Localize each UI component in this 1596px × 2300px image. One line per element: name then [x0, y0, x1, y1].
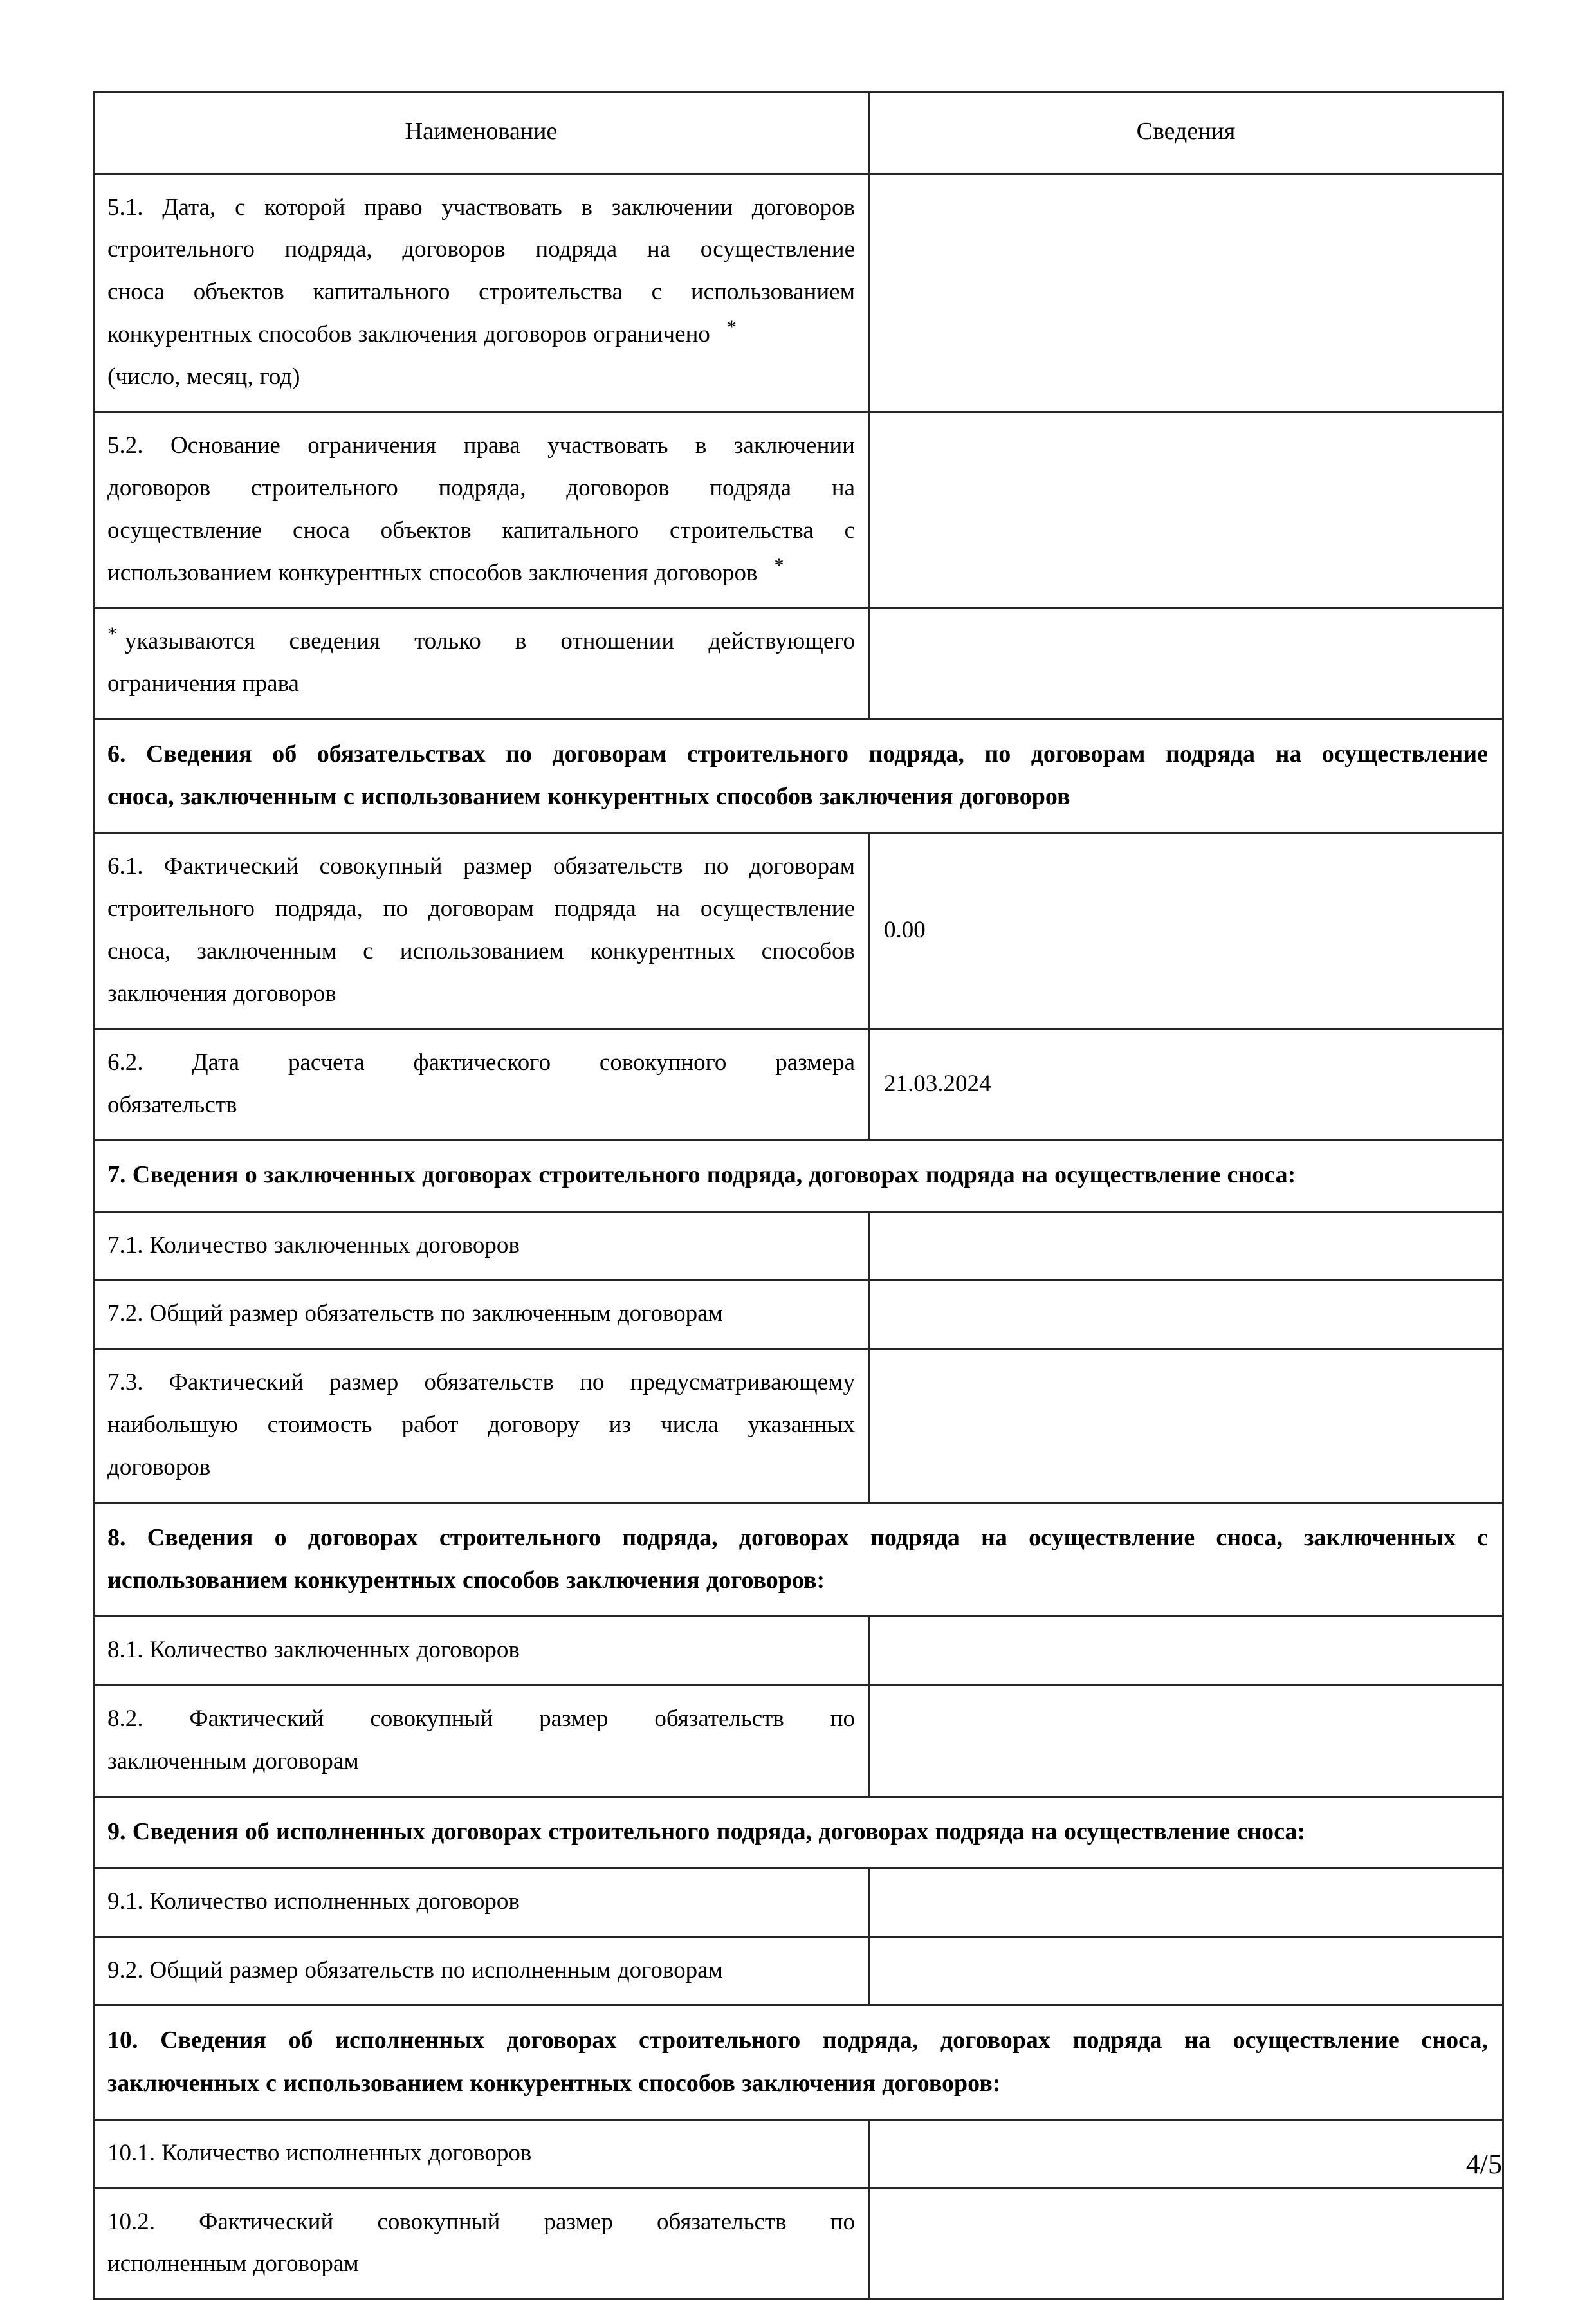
section-title	[94, 1502, 1503, 1616]
item-name-line: осуществление сноса объектов капитального строительства с	[107, 517, 855, 544]
item-name-line: * указываются сведения только в отношении действующего	[107, 623, 855, 655]
item-name-line: 7.3. Фактический размер обязательств по предусматривающему	[107, 1369, 855, 1396]
section-title-line: 7. Сведения о заключенных договорах строительного подряда, договорах подряда на осуществление сноса:	[107, 1161, 1296, 1189]
page-number: 4/5	[1465, 2148, 1502, 2180]
item-name-line: 8.1. Количество заключенных договоров	[107, 1637, 520, 1664]
section-header-row	[94, 1140, 1503, 1211]
item-value-cell[interactable]	[869, 1211, 1503, 1280]
item-value-cell[interactable]	[869, 1868, 1503, 1937]
item-name-line: 5.2. Основание ограничения права участвовать в заключении	[107, 432, 855, 459]
item-name-line: конкурентных способов заключения договоров ограничено *	[107, 316, 737, 348]
item-name-line: 7.2. Общий размер обязательств по заключенным договорам	[107, 1300, 723, 1327]
item-name-cell	[94, 833, 869, 1029]
item-name-cell	[94, 1685, 869, 1796]
section-title	[94, 1796, 1503, 1868]
item-name-line: наибольшую стоимость работ договору из числа указанных	[107, 1412, 855, 1439]
footnote-cell	[94, 608, 869, 719]
section-title-line: 6. Сведения об обязательствах по договорам строительного подряда, по договорам подряда на осуществление	[107, 741, 1488, 768]
table-header-row	[94, 93, 1503, 174]
item-name-line: 6.2. Дата расчета фактического совокупного размера	[107, 1049, 855, 1076]
item-value-cell[interactable]	[869, 1937, 1503, 2005]
item-name-cell	[94, 1211, 869, 1280]
item-name-line: договоров строительного подряда, договоров подряда на	[107, 474, 855, 501]
item-name-line: строительного подряда, по договорам подряда на осуществление	[107, 896, 855, 923]
item-value-cell[interactable]	[869, 1617, 1503, 1686]
section-title-line: 10. Сведения об исполненных договорах строительного подряда, договорах подряда на осуществление сноса,	[107, 2027, 1488, 2054]
table-row	[94, 1868, 1503, 1937]
item-name-line: заключенным договорам	[107, 1747, 359, 1774]
item-value-cell[interactable]	[869, 2119, 1503, 2188]
table-row	[94, 1211, 1503, 1280]
section-title-line: заключенных с использованием конкурентных способов заключения договоров:	[107, 2069, 1001, 2097]
registry-table	[93, 91, 1504, 2300]
item-value-cell[interactable]	[869, 412, 1503, 607]
footnote-asterisk-icon: *	[107, 623, 117, 645]
footnote-asterisk-icon: *	[726, 316, 737, 338]
item-value-cell[interactable]: 0.00	[869, 833, 1503, 1029]
registry-table-container	[93, 91, 1502, 2300]
table-row	[94, 2119, 1503, 2188]
section-title	[94, 1140, 1503, 1211]
item-name-line: 9.1. Количество исполненных договоров	[107, 1888, 520, 1915]
item-name-cell	[94, 2119, 869, 2188]
item-name-cell	[94, 1937, 869, 2005]
item-name-line: сноса, заключенным с использованием конкурентных способов	[107, 938, 855, 965]
item-value-cell[interactable]	[869, 2188, 1503, 2299]
table-row	[94, 412, 1503, 607]
item-name-line: исполненным договорам	[107, 2250, 359, 2277]
section-title	[94, 2005, 1503, 2119]
table-row	[94, 1280, 1503, 1349]
item-name-line: 10.1. Количество исполненных договоров	[107, 2139, 532, 2166]
item-name-line: 7.1. Количество заключенных договоров	[107, 1231, 520, 1258]
item-name-line: 10.2. Фактический совокупный размер обязательств по	[107, 2208, 855, 2235]
item-name-line: строительного подряда, договоров подряда на осуществление	[107, 236, 855, 263]
table-row	[94, 1029, 1503, 1140]
section-header-row	[94, 1796, 1503, 1868]
item-value-cell[interactable]	[869, 1280, 1503, 1349]
item-name-line: 8.2. Фактический совокупный размер обязательств по	[107, 1705, 855, 1732]
table-row	[94, 1937, 1503, 2005]
item-name-cell	[94, 1349, 869, 1503]
item-name-line: 9.2. Общий размер обязательств по исполненным договорам	[107, 1956, 723, 1983]
item-value-cell[interactable]	[869, 1349, 1503, 1503]
item-value-cell[interactable]	[869, 174, 1503, 412]
section-title-line: 8. Сведения о договорах строительного подряда, договорах подряда на осуществление сноса, заключенных с	[107, 1523, 1488, 1551]
table-row	[94, 833, 1503, 1029]
column-header-value: Сведения	[869, 93, 1503, 174]
section-header-row	[94, 2005, 1503, 2119]
item-name-line: обязательств	[107, 1091, 237, 1118]
table-row	[94, 1685, 1503, 1796]
item-name-line: 6.1. Фактический совокупный размер обязательств по договорам	[107, 853, 855, 880]
item-name-line: 5.1. Дата, с которой право участвовать в заключении договоров	[107, 194, 855, 221]
item-name-line: использованием конкурентных способов заключения договоров *	[107, 555, 784, 586]
item-name-cell	[94, 174, 869, 412]
table-head	[94, 93, 1503, 174]
section-title	[94, 719, 1503, 833]
section-title-line: 9. Сведения об исполненных договорах строительного подряда, договорах подряда на осуществление сноса:	[107, 1817, 1306, 1845]
item-name-cell	[94, 1029, 869, 1140]
item-name-cell	[94, 2188, 869, 2299]
item-name-line: заключения договоров	[107, 980, 336, 1007]
item-name-cell	[94, 1868, 869, 1937]
section-title-line: использованием конкурентных способов заключения договоров:	[107, 1566, 825, 1594]
item-name-line: сноса объектов капитального строительства с использованием	[107, 279, 855, 306]
item-value-cell[interactable]	[869, 608, 1503, 719]
table-row	[94, 174, 1503, 412]
section-header-row	[94, 1502, 1503, 1616]
footnote-asterisk-icon: *	[774, 555, 784, 576]
table-row	[94, 1349, 1503, 1503]
item-value-cell[interactable]	[869, 1685, 1503, 1796]
table-body	[94, 174, 1503, 2299]
item-name-cell	[94, 1280, 869, 1349]
table-row	[94, 608, 1503, 719]
item-name-line: договоров	[107, 1454, 211, 1480]
section-title-line: сноса, заключенным с использованием конкурентных способов заключения договоров	[107, 783, 1070, 811]
item-value-cell[interactable]: 21.03.2024	[869, 1029, 1503, 1140]
item-name-cell	[94, 412, 869, 607]
table-row	[94, 1617, 1503, 1686]
section-header-row	[94, 719, 1503, 833]
column-header-name: Наименование	[94, 93, 869, 174]
table-row	[94, 2188, 1503, 2299]
item-name-cell	[94, 1617, 869, 1686]
item-name-line: ограничения права	[107, 670, 299, 697]
item-name-line: (число, месяц, год)	[107, 363, 300, 391]
